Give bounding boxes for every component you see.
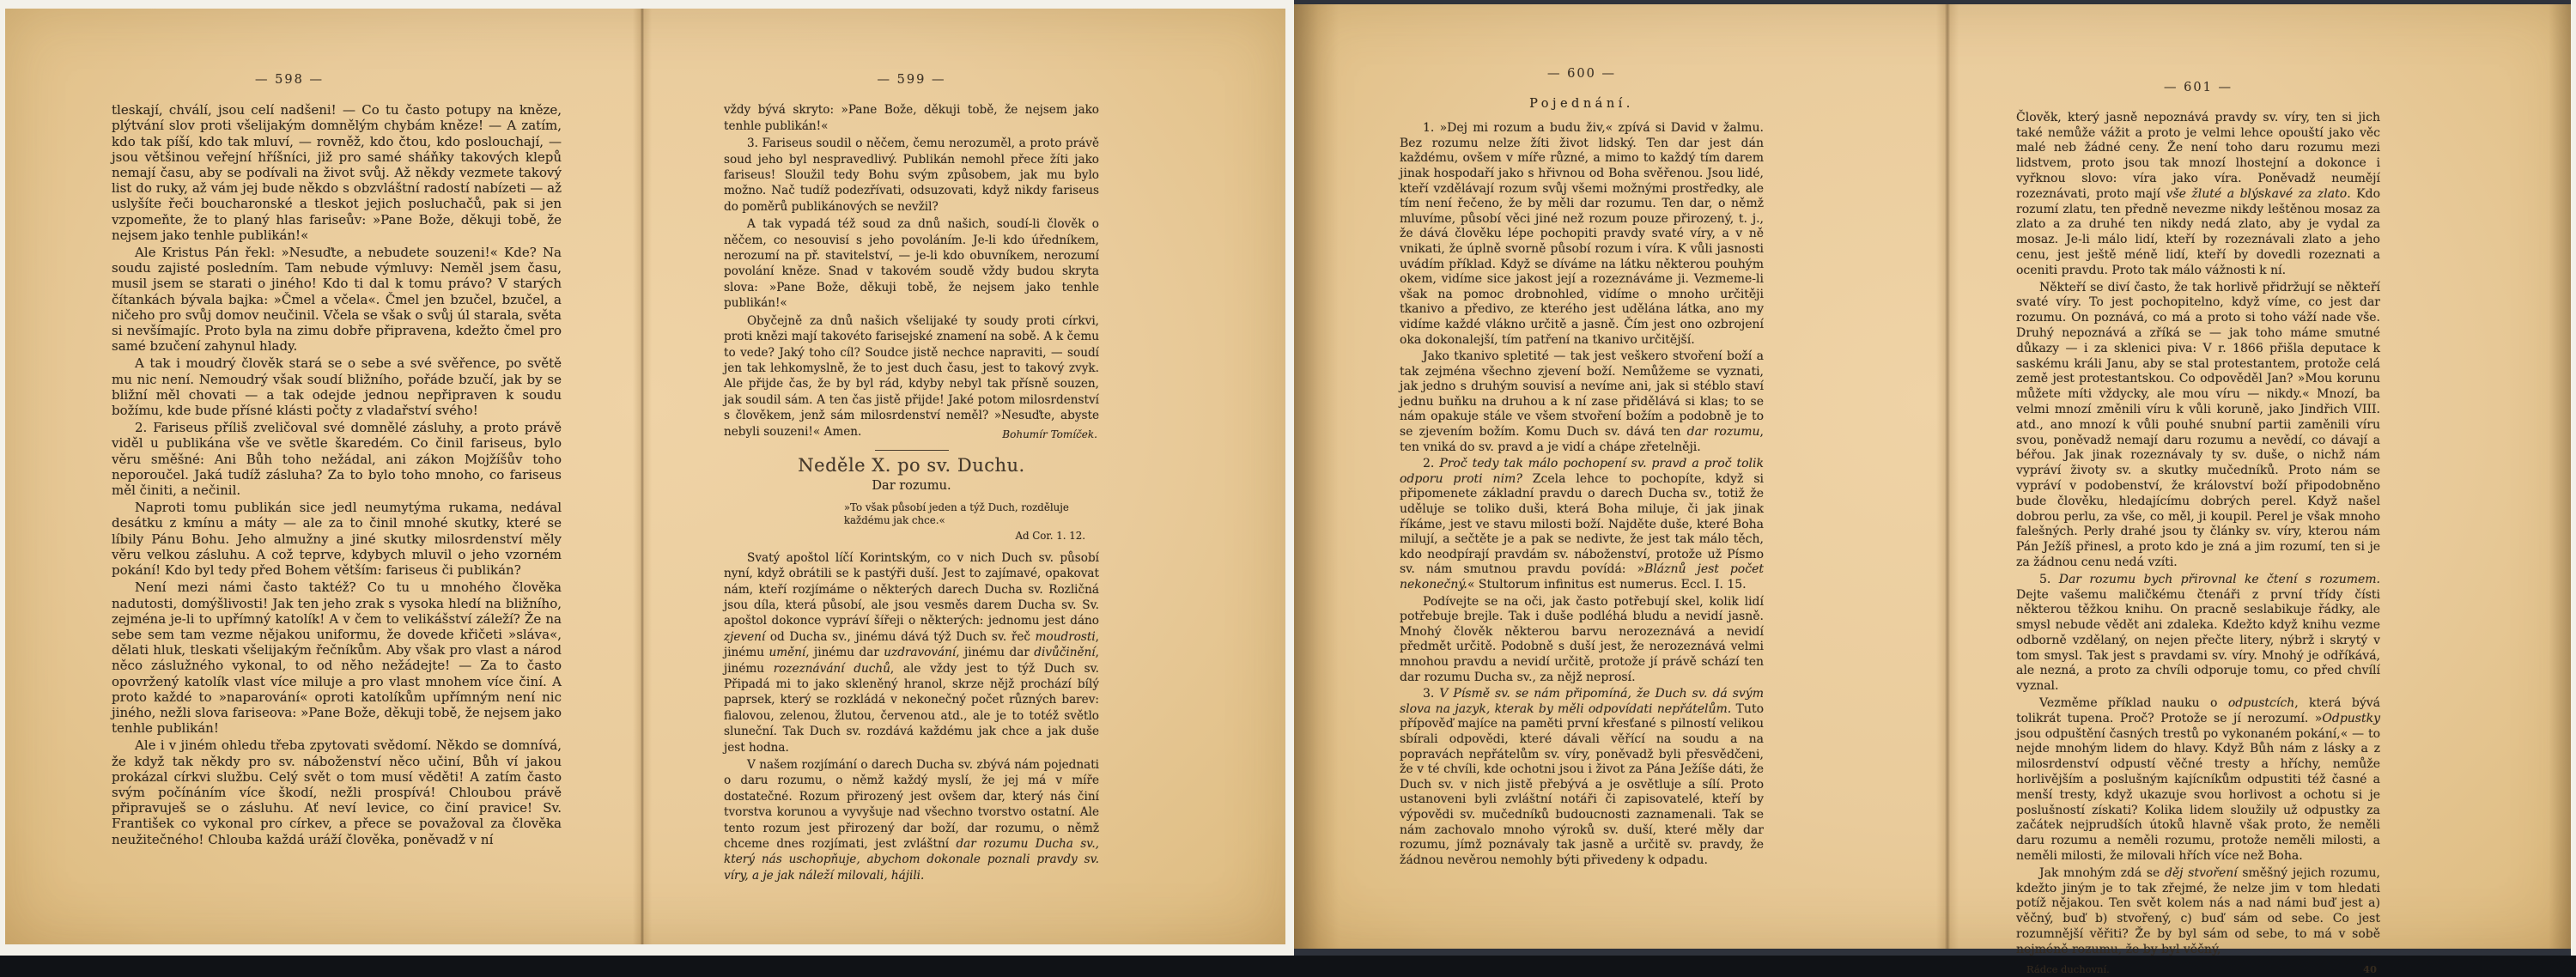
sermon-title: Neděle X. po sv. Duchu. xyxy=(798,455,1025,476)
author-signature: Bohumír Tomíček. xyxy=(1002,428,1097,440)
paragraph: Někteří se diví často, že tak horlivě přidržují se někteří svaté víry. To jest pochopitelno, když víme, co jest dar rozumu. On poznává, co má a proto si toho váží nade vše. Druhý nepoznává a zříká se — jak toho máme smutné důkazy — i za sklenici piva: V r. 1866 přišla deputace k saskému králi Janu, aby se stal protestantem, protože celá země jest protestantskou. Co odpověděl Jan? »Mou korunu můžete míti vždycky, ale mou víru — nikdy.« Mnozí, ba velmi mnozí změnili víru k vůli koruně, jako Jindřich VIII. atd., ano mnozí k vůli pouhé snubní partii zaměnili víru svou, poněvadž nemají daru rozumu a nevědí, co dávají a béřou. Jak jinak rozeznávaly ty sv. duše, o nichž nám vypráví životy sv. a skutky mučedníků. Proto nám se vypráví v podobenství, že království boží připodobněno bude člověku, hledajícímu dobrých perel. Když našel dobrou perlu, za vše, co měl, ji koupil. Perel je však mnoho falešných. Perly drahé jsou ty články sv. víry, kterou nám Pán Ježíš přinesl, a proto kdo je zná a jim rozumí, ten si je za žádnou cenu nedá vzíti. xyxy=(2016,280,2380,569)
paragraph: 5. Dar rozumu bych přirovnal ke čtení s rozumem. Dejte vašemu maličkému čtenáři z první třídy čísti některou těžkou knihu. On pracně seslabikuje řádky, ale smysl nebude vědět ani zdaleka. Kdežto když knihu vezme odborně vzdělaný, on nejen přečte litery, nýbrž i skrytý v tom smysl. Tak jest s pravdami sv. víry. Mnohý je odříkává, ale nezná, a proto za chvíli odporuje tomu, co před chvílí vyznal. xyxy=(2016,572,2380,694)
page-number: — 600 — xyxy=(1547,67,1616,81)
page-number: — 599 — xyxy=(877,73,946,87)
paragraph: A tak vypadá též soud za dnů našich, soudí-li člověk o něčem, co nesouvisí s jeho povoláním. Je-li kdo úředníkem, nerozumí na př. stavitelství, — je-li kdo obuvníkem, nerozumí povolání kněze. Snad v takovém soudě vždy budou skryta slova: »Pane Bože, děkuji tobě, že nejsem jako tenhle publikán!« xyxy=(724,217,1099,311)
epigraph-line: »To však působí jeden a týž Duch, rozděluje každému jak chce.« xyxy=(843,501,1069,527)
paragraph: Jak mnohým zdá se děj stvoření směšný jejich rozumu, kdežto jiným je to tak zřejmé, že nelze jim v tom hledati potíž nějakou. Ten svět kolem nás a nad námi buď jest a) věčný, buď b) stvořený, c) buď sám od sebe. Co jest rozumnější věřiti? Že by byl sám od sebe, to má v sobě nejméně rozumu, že by byl věčný, xyxy=(2016,865,2380,956)
gutter-crease-600-601 xyxy=(1936,4,1959,949)
scripture-epigraph xyxy=(844,501,1099,543)
paragraph: Člověk, který jasně nepoznává pravdy sv. víry, ten si jich také nemůže vážit a proto je velmi lehce opouští jako věc malé neb žádné ceny. Že není toho daru rozumu mezi lidstvem, proto jsou tak mnozí lhostejní a dokonce i vyřknou slovo: víra jako víra. Poněvadž neumějí rozeznávati, proto mají vše žluté a blýskavé za zlato. Kdo rozumí zlatu, ten předně nevezme nikdy leštěnou mosaz za zlato a za druhé ten nikdy nedá zlato, aby je vydal za mosaz. Je-li málo lidí, kteří by rozeznávali zlato a jeho cenu, jest ještě méně lidí, kteří by dovedli rozeznati a oceniti pravdu. Proto tak málo vážnosti k ní. xyxy=(2016,110,2381,277)
treatise-heading: Pojednání. xyxy=(1529,96,1634,111)
page-598 xyxy=(112,72,562,849)
page-number: — 598 — xyxy=(255,73,324,87)
paragraph: Není mezi námi často taktéž? Co tu u mnohého člověka nadutosti, domýšlivosti! Jak ten jeho zrak s vysoka hledí na bližního, zejména je-li to upřímný katolík! A v čem to velikášství záleží? Že na sebe sem tam vezme nějakou uniformu, že dovede křičeti »sláva«, dělati hluk, tleskati všelijakým řečníkům. Aby však pro vlast a národ něco záslužného vykonal, to od něho nežádejte! — Za to často opovržený katolík vlast více miluje a pro vlast mnohem více činí. A proto každé to »naparování« oproti katolíkům upřímným není nic jiného, nežli slova fariseova: »Pane Bože, děkuji tobě, že nejsem jako tenhle publikán! xyxy=(112,580,562,737)
paragraph: 3. Fariseus soudil o něčem, čemu nerozuměl, a proto právě soud jeho byl nespravedlivý. Publikán nemohl přece žíti jako fariseus! Sloužil tedy Bohu svým způsobem, jak mu bylo možno. Nač tudíž podezřívati, odsuzovati, když nikdy fariseus do poměrů publikánových se nevžil? xyxy=(724,137,1099,214)
paragraph: Ale Kristus Pán řekl: »Nesuďte, a nebudete souzeni!« Kde? Na soudu zajisté posledním. Tam nebude výmluvy: Neměl jsem času, musil jsem se starati o jiného! Kdo ti dal k tomu právo? V starých čítankách bývala bajka: »Čmel a včela«. Čmel jen bzučel, bzučel, a ničeho pro svůj domov neučinil. Včela se však o svůj úl starala, světa si nevšímajíc. Proto byla na zimu dobře připravena, kdežto čmel pro samé bzučení zahynul hlady. xyxy=(112,245,562,355)
page-edge-shadow xyxy=(2549,4,2571,949)
epigraph-citation: Ad Cor. 1. 12. xyxy=(1015,529,1085,542)
paragraph: tleskají, chválí, jsou celí nadšeni! — Co tu často potupy na kněze, plýtvání slov proti všelijakým domnělým chybám kněze! — A zatím, kdo tak píší, kdo tak mluví, — rovněž, kdo čtou, kdo poslouchají, — jsou většinou veřejní hříšníci, již pro samé sháňky takových klepů nemají času, aby se podívali na život svůj. Až někdy vezmete takový list do ruky, až vám jej bude někdo s obzvláštní radostí nabízeti — až uslyšíte řeči boucharonské a tleskot jejich posluchačů, pak si jen vzpomeňte, že to planý hlas fariseův: »Pane Bože, děkuji tobě, že nejsem jako tenhle publikán!« xyxy=(112,102,562,243)
paragraph: 2. Fariseus příliš zveličoval své domnělé zásluhy, a proto právě viděl u publikána vše ve světle škaredém. Co činil fariseus, bylo věru směšné: Ani Bůh toho nežádal, ani zákon Mojžíšův toho neporoučel. Jaká tudíž zásluha? Za to bylo toho mnoho, co fariseus měl činiti, a nečinil. xyxy=(112,420,562,499)
page-599 xyxy=(724,72,1099,885)
paragraph: 3. V Písmě sv. se nám připomíná, že Duch sv. dá svým slova na jazyk, kterak by měli odpovídati nepřátelům. Tuto přípověď majíce na paměti první křesťané s pilností velikou sbírali odpovědi, které dávali věřící na soudu a na popravách nepřátelům sv. víry, poněvadž byli přesvědčeni, že v té chvíli, kde ochotni jsou i život za Pána Ježíše dáti, že Duch sv. v nich jistě přebývá a je osvětluje a sílí. Proto ustanoveni byli zvláštní notáři či zapisovatelé, kteří by výpovědi sv. mučedníků budoucnosti zaznamenali. Tak se nám zachovalo mnoho výroků sv. duší, které měly dar rozumu, jímž poznávaly tak jasně a určitě sv. pravdy, že žádnou nevěrou nemohly býti přivedeny k odpadu. xyxy=(1400,687,1765,867)
paragraph: Ale i v jiném ohledu třeba zpytovati svědomí. Někdo se domnívá, že když tak někdy pro sv. náboženství něco učiní, Bůh ví jakou prokázal církvi službu. Celý svět o tom musí věděti! A zatím často svým počínáním více škodí, nežli prospívá! Chloubou právě připravuješ se o zásluhu. Ať neví levice, co činí pravice! Sv. František co vykonal pro církev, a přece se považoval za člověka neužitečného! Chlouba každá uráží člověka, poněvadž v ní xyxy=(112,737,562,847)
paragraph: Vezměme příklad nauku o odpustcích, která bývá tolikrát tupena. Proč? Protože se jí nerozumí. »Odpustky jsou odpuštění časných trestů po vykonaném pokání,« — to nejde mnohým lidem do hlavy. Když Bůh nám z lásky a z milosrdenství odpustí věčné tresty a hříchy, nemůže horlivějším a poslušným kajícníkům odpustiti též časné a menší tresty, když ukazuje svou horlivost a ochotu si je poslušností získati? Kolika lidem sloužily už odpustky za začátek nejprudších útoků hlavně však proto, že neměli daru rozumu a neměli rozumu, protože neměli milosti, a neměli milosti, že milovali hřích více než Boha. xyxy=(2016,696,2380,864)
gutter-shadow-left-edge xyxy=(1294,4,1339,949)
page-601 xyxy=(2016,81,2380,977)
sermon-subtitle: Dar rozumu. xyxy=(872,478,951,493)
footer-sheet-number: 40 xyxy=(2362,962,2377,975)
paragraph: Obyčejně za dnů našich všelijaké ty soudy proti církvi, proti knězi mají takovéto farisejské znamení na sobě. A k čemu to vede? Jaký toho cíl? Soudce jistě nechce napraviti, — soudí jen tak lehkomyslně, že to jest duch času, jest to takový zvyk. Ale přijde čas, že by byl rád, kdyby nebyl tak přísně souzen, jak soudil sám. A ten čas jistě přijde! Jaké potom milosrdenství s člověkem, jenž sám milosrdenství neměl? »Nesuďte, abyste nebyli souzeni!« Amen. xyxy=(724,313,1099,439)
paragraph: vždy bývá skryto: »Pane Bože, děkuji tobě, že nejsem jako tenhle publikán!« xyxy=(724,103,1099,133)
paragraph: 2. Proč tedy tak málo pochopení sv. pravd a proč tolik odporu proti nim? Zcela lehce to pochopíte, když si připomenete základní pravdu o darech Ducha sv., totiž že uděluje se toliko duši, která Boha miluje, či jak jinak říkáme, jest ve stavu milosti boží. Najděte duše, které Boha milují, a sečtěte je a pak se nedivte, že jest tak málo těch, kdo neodpírají pravdám sv. náboženství, protože už Písmo sv. nám smutnou pravdu povídá: »Bláznů jest počet nekonečný.« Stultorum infinitus est numerus. Eccl. I. 15. xyxy=(1400,457,1764,592)
paragraph: Jako tkanivo spletité — tak jest veškero stvoření boží a tak zejména všechno zjevení boží. Nemůžeme se vyznati, jak jedno s druhým souvisí a nevíme ani, jak si stéblo staví jednu buňku na druhou a k ní zase přidělává si klas; to se nám opakuje stále ve všem stvoření božím a podobně je to se zjevením božím. Komu Duch sv. dává ten dar rozumu, ten vniká do sv. pravd a je vidí a chápe zřetelněji. xyxy=(1400,349,1764,454)
paragraph: V našem rozjímání o darech Ducha sv. zbývá nám pojednati o daru rozumu, o němž každý myslí, že jej má v míře dostatečné. Rozum přirozený jest ovšem dar, který nás činí tvorstva korunou a vyvyšuje nad všechno tvorstvo ostatní. Ale tento rozum jest přirozený dar boží, dar rozumu, o němž chceme dnes rozjímati, jest zvláštní dar rozumu Ducha sv., který nás uschopňuje, abychom dokonale poznali pravdy sv. víry, a je jak náleží milovali, hájili. xyxy=(724,758,1099,883)
paragraph: A tak i moudrý člověk stará se o sebe a své svěřence, po světě mu nic není. Nemoudrý však soudí bližního, pořáde bzučí, jak by se bližní měl chovati — a tak odejde jednou nepřipraven k soudu božímu, kde bude přísné klásti počty z vladařství svého! xyxy=(112,355,562,419)
footer-book-title: Rádce duchovní. xyxy=(2026,962,2110,975)
paragraph: 1. »Dej mi rozum a budu živ,« zpívá si David v žalmu. Bez rozumu nelze žíti život lidský. Ten dar jest dán každému, ovšem v míře různé, a mimo to každý tím darem jinak hospodaří jako s hřivnou od Boha svěřenou. Jsou lidé, kteří vzdělávají rozum svůj všemi možnými prostředky, ale tím není řečeno, že by měli dar rozumu. Ten dar, o němž mluvíme, působí věci jiné než rozum pouze přirozený, t. j., že dává člověku lépe pochopiti pravdy svaté víry, a v ně vnikati, že úplně svorně působí rozum i víra. K vůli jasnosti uvádím příklad. Když se díváme na látku některou pouhým okem, vidíme sice jakost její a rozeznáváme ji. Vezmeme-li však na pomoc drobnohled, vidíme o mnoho určitěji tkanivo a předivo, ze kterého jest udělána látka, ano my vidíme každé vlákno určitě a jasně. Čím jest ono ozbrojení oka dokonalejší, tím patření na tkanivo určitější. xyxy=(1400,121,1764,347)
paragraph: Svatý apoštol líčí Korintským, co v nich Duch sv. působí nyní, když obrátili se k pastýři duší. Jest to zajímavé, opakovat nám, kteří rozjímáme o některých darech Ducha sv. Rozličná jsou díla, která působí, ale jsou vesměs darem Ducha sv. Sv. apoštol dokonce vypráví šířeji o některých: jednomu jest dáno zjevení od Ducha sv., jinému dává týž Duch sv. řeč moudrosti, jinému umění, jinému dar uzdravování, jinému dar divůčinění, jinému rozeznávání duchů, ale vždy jest to týž Duch sv. Připadá mi to jako skleněný hranol, skrze nějž prochází bílý paprsek, který se rozkládá v nekonečný počet různých barev: fialovou, zelenou, žlutou, červenou atd., ale je to totéž světlo sluneční. Tak Duch sv. rozdává každému jak chce a jak duše jest hodna. xyxy=(724,550,1099,755)
paragraph: Podívejte se na oči, jak často potřebují skel, kolik lidí potřebuje brejle. Tak i duše podléhá bludu a nevidí jasně. Mnohý člověk některou barvu nerozeznává a nevidí předmět určitě. Podobně s duší jest, že nerozeznává velmi mnohou pravdu a nevidí určitě, protože jí právě schází ten dar rozumu Ducha sv., za nějž neprosí. xyxy=(1400,594,1764,684)
page-number: — 601 — xyxy=(2164,81,2233,94)
page-footer xyxy=(2016,962,2380,977)
paragraph: Naproti tomu publikán sice jedl neumytýma rukama, nedával desátku z kmínu a máty — ale za to činil mnohé skutky, které se líbily Pánu Bohu. Jeho almužny a jiné skutky milosrdenství měly věru velkou zásluhu. A což teprve, kdybych mluvil o jeho vzorném pokání! Kdo byl tedy před Bohem větším: fariseus či publikán? xyxy=(112,500,562,579)
section-divider-rule xyxy=(875,450,949,451)
page-600 xyxy=(1400,67,1764,870)
